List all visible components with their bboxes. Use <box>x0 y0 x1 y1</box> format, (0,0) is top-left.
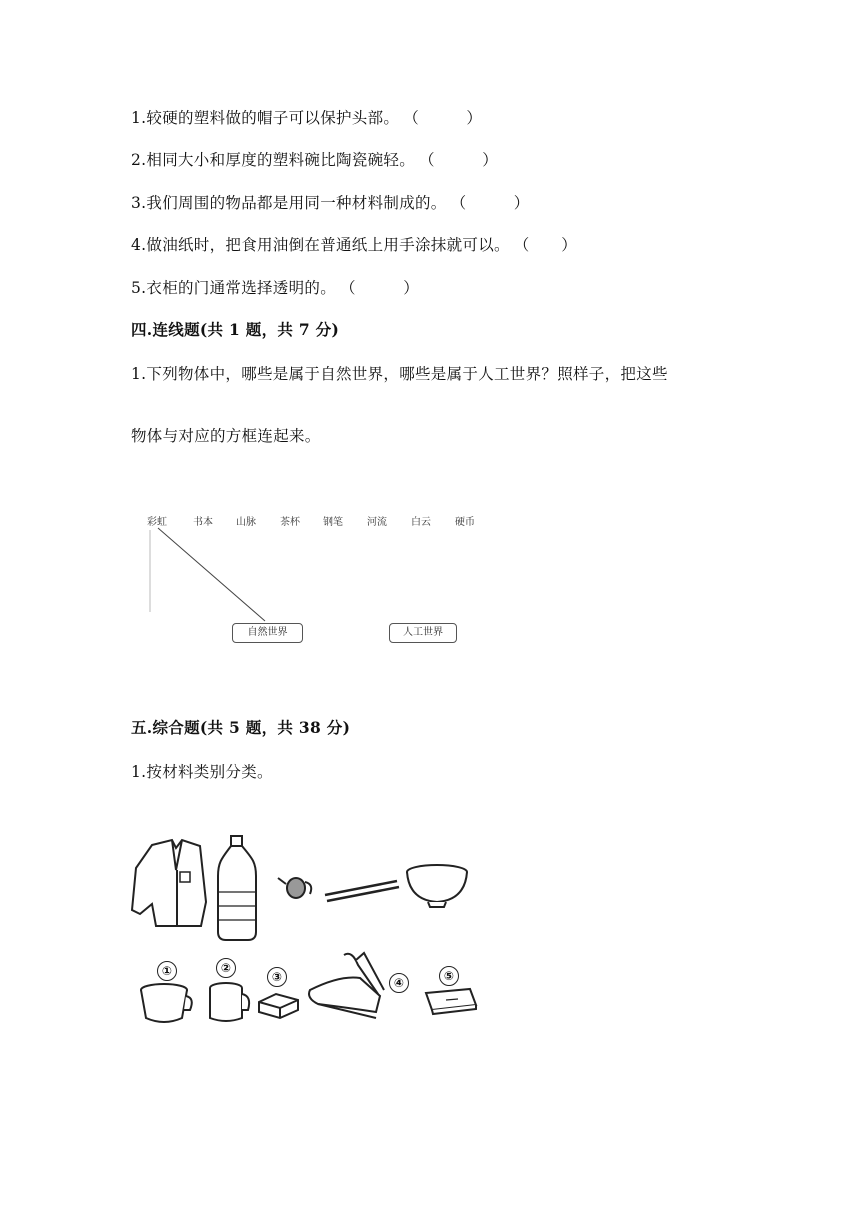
mug-icon <box>210 983 249 1021</box>
question-text: 4.做油纸时，把食用油倒在普通纸上用手涂抹就可以。 <box>131 236 510 254</box>
answer-paren[interactable]: （ ） <box>450 194 530 212</box>
label-5: ⑤ <box>439 966 459 986</box>
box-icon <box>259 994 298 1018</box>
answer-paren[interactable]: （ ） <box>340 279 420 297</box>
bowl-icon <box>407 865 467 907</box>
answer-paren[interactable]: （ ） <box>419 151 499 169</box>
book-icon <box>426 989 476 1014</box>
answer-paren[interactable]: （ ） <box>403 109 483 127</box>
bottle-icon <box>218 836 256 940</box>
cup-icon <box>141 984 192 1022</box>
label-4: ④ <box>389 973 409 993</box>
word-rainbow: 彩虹 <box>147 517 167 528</box>
word-mountain: 山脉 <box>236 517 256 528</box>
shirt-icon <box>132 840 206 926</box>
section-4-question-line-2: 物体与对应的方框连起来。 <box>131 427 321 445</box>
natural-world-box[interactable]: 自然世界 <box>232 623 303 643</box>
label-1: ① <box>157 961 177 981</box>
teapot-icon <box>278 878 311 898</box>
section-5-question-1: 1.按材料类别分类。 <box>131 763 273 781</box>
answer-paren[interactable]: （ ） <box>513 236 577 254</box>
section-5-heading: 五.综合题(共 5 题，共 38 分) <box>131 718 351 737</box>
word-teacup: 茶杯 <box>280 517 300 528</box>
word-pen: 钢笔 <box>323 517 343 528</box>
label-3: ③ <box>267 967 287 987</box>
question-text: 1.较硬的塑料做的帽子可以保护头部。 <box>131 109 400 127</box>
word-river: 河流 <box>367 517 387 528</box>
glove-icon <box>309 953 384 1018</box>
label-2: ② <box>216 958 236 978</box>
section-4-question-line-1: 1.下列物体中，哪些是属于自然世界，哪些是属于人工世界？照样子，把这些 <box>131 365 668 383</box>
word-book: 书本 <box>193 517 213 528</box>
word-cloud: 白云 <box>411 517 431 528</box>
chopsticks-icon <box>325 881 399 901</box>
question-text: 5.衣柜的门通常选择透明的。 <box>131 279 336 297</box>
question-text: 3.我们周围的物品都是用同一种材料制成的。 <box>131 194 447 212</box>
section-4-heading: 四.连线题(共 1 题，共 7 分) <box>131 320 340 339</box>
artificial-world-box[interactable]: 人工世界 <box>389 623 457 643</box>
question-text: 2.相同大小和厚度的塑料碗比陶瓷碗轻。 <box>131 151 415 169</box>
word-coin: 硬币 <box>455 517 475 528</box>
